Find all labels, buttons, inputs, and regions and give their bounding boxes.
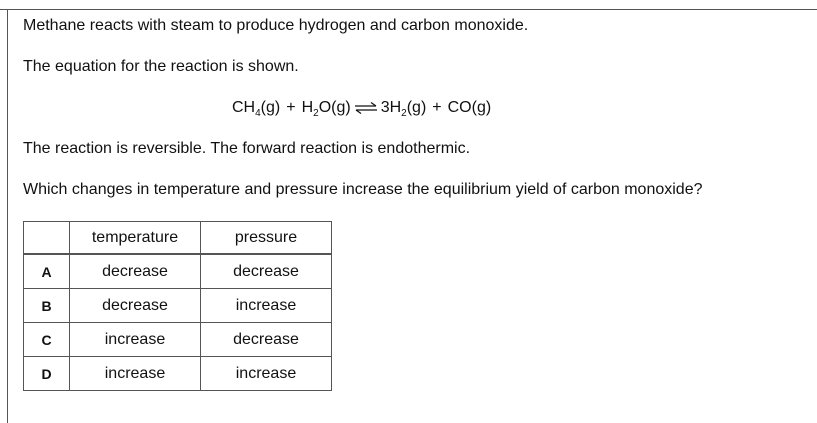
temperature-cell: decrease <box>70 254 201 289</box>
question-intro: Methane reacts with steam to produce hydrogen and carbon monoxide. <box>23 17 529 34</box>
pressure-cell: increase <box>201 289 332 323</box>
plus-sign: + <box>286 99 296 116</box>
pressure-header: pressure <box>201 222 332 255</box>
pressure-cell: decrease <box>201 254 332 289</box>
plus-sign: + <box>432 99 442 116</box>
reversible-arrow-icon <box>354 102 378 114</box>
table-header-row <box>24 222 332 255</box>
table-row <box>24 323 332 357</box>
pressure-cell: decrease <box>201 323 332 357</box>
option-letter: C <box>24 323 70 357</box>
carbon-monoxide-formula: CO(g) <box>447 99 492 116</box>
option-letter: A <box>24 254 70 289</box>
temperature-header: temperature <box>70 222 201 255</box>
answer-options-table <box>23 221 332 391</box>
chemical-equation <box>232 98 491 120</box>
pressure-cell: increase <box>201 357 332 391</box>
equation-intro: The equation for the reaction is shown. <box>23 58 299 75</box>
hydrogen-formula: $3H_2(g)$ <box>380 99 427 119</box>
page-left-border <box>7 9 8 423</box>
table-row <box>24 357 332 391</box>
temperature-cell: increase <box>70 357 201 391</box>
option-letter: D <box>24 357 70 391</box>
temperature-cell: increase <box>70 323 201 357</box>
temperature-cell: decrease <box>70 289 201 323</box>
table-row <box>24 289 332 323</box>
option-letter: B <box>24 289 70 323</box>
page-top-border <box>0 9 817 10</box>
water-formula: $H_2O(g)$ <box>301 99 351 119</box>
methane-formula: $CH_4(g)$ <box>232 99 281 119</box>
question-prompt: Which changes in temperature and pressure increase the equilibrium yield of carbon monoxide? <box>23 181 703 198</box>
table-row <box>24 254 332 289</box>
reaction-statement: The reaction is reversible. The forward reaction is endothermic. <box>23 140 471 157</box>
table-corner-cell <box>24 222 70 255</box>
